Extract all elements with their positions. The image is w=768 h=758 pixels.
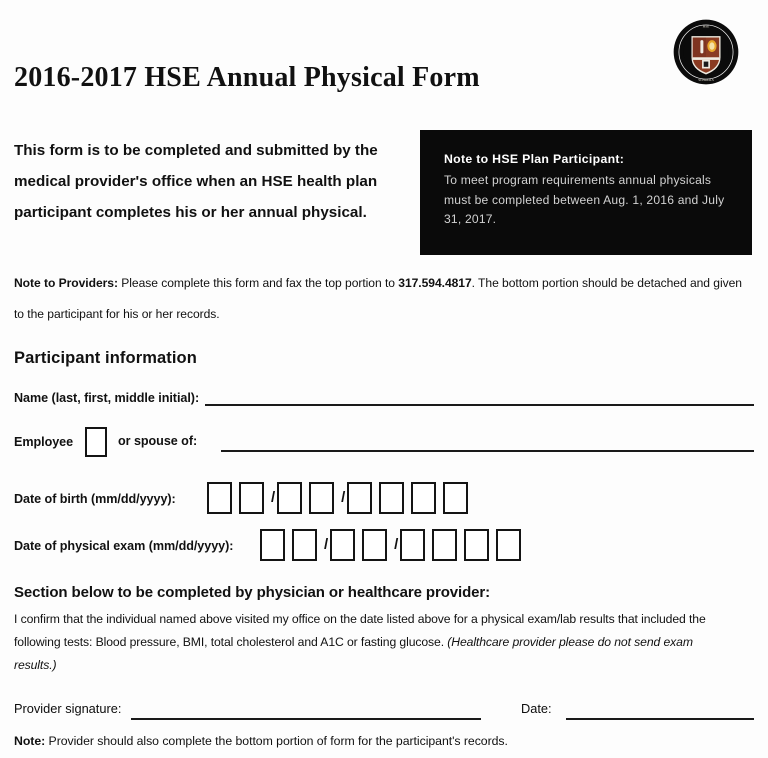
dob-char-box[interactable] — [277, 482, 302, 514]
dob-char-box[interactable] — [411, 482, 436, 514]
dob-char-box[interactable] — [443, 482, 468, 514]
physician-section-heading: Section below to be completed by physician or healthcare provider: — [14, 584, 491, 601]
bottom-note-text: Provider should also complete the bottom portion of form for the participant's records. — [45, 734, 508, 748]
dob-char-box[interactable] — [309, 482, 334, 514]
provider-signature-label: Provider signature: — [14, 701, 122, 716]
spouse-label: or spouse of: — [118, 434, 198, 448]
physician-confirmation-text — [14, 608, 736, 677]
physician-confirmation-plain: I confirm that the individual named above visited my office on the date listed above for a physical exam/lab results that included the following tests: Blood pressure, BMI, total cholesterol and A1C or fasting glucose. — [14, 612, 706, 649]
exam-date-field-row — [14, 537, 233, 555]
dob-separator: / — [341, 488, 346, 506]
exam-date-char-box[interactable] — [362, 529, 387, 561]
exam-date-separator: / — [394, 535, 399, 553]
exam-date-label: Date of physical exam (mm/dd/yyyy): — [14, 539, 234, 553]
name-field-label: Name (last, first, middle initial): — [14, 391, 200, 405]
dob-char-box[interactable] — [207, 482, 232, 514]
employee-field-row — [14, 433, 73, 451]
dob-field-row — [14, 490, 176, 508]
provider-signature-line[interactable] — [131, 718, 481, 720]
provider-signature-row — [14, 700, 121, 718]
exam-date-char-box[interactable] — [432, 529, 457, 561]
intro-paragraph: This form is to be completed and submitted by the medical provider's office when an HSE health plan participant completes his or her annual physical. — [14, 142, 378, 221]
participant-information-heading: Participant information — [14, 349, 197, 367]
employee-label: Employee — [14, 435, 74, 449]
dob-char-box[interactable] — [239, 482, 264, 514]
fax-number: 317.594.4817 — [398, 276, 472, 290]
dob-box-group — [207, 482, 475, 514]
exam-date-char-box[interactable] — [260, 529, 285, 561]
providers-note-text-before: Please complete this form and fax the top portion to — [117, 276, 399, 290]
providers-note-text-after: . The bottom portion should be detached and given to the participant for his or her records. — [14, 276, 742, 321]
hse-seal-logo — [673, 19, 739, 85]
exam-date-char-box[interactable] — [330, 529, 355, 561]
exam-date-char-box[interactable] — [400, 529, 425, 561]
dob-char-box[interactable] — [379, 482, 404, 514]
svg-text:HSE: HSE — [702, 24, 710, 29]
exam-date-separator: / — [324, 535, 329, 553]
providers-note — [14, 268, 754, 330]
signature-date-line[interactable] — [566, 718, 754, 720]
dob-char-box[interactable] — [347, 482, 372, 514]
participant-note-body: To meet program requirements annual physicals must be completed between Aug. 1, 2016 and July 31, 2017. — [444, 173, 725, 226]
name-field-row — [14, 389, 199, 407]
page-title: 2016-2017 HSE Annual Physical Form — [14, 62, 480, 93]
providers-note-label: Note to Providers: — [14, 276, 118, 290]
bottom-note — [14, 734, 754, 748]
signature-date-row — [521, 700, 552, 718]
name-input-line[interactable] — [205, 404, 754, 406]
dob-separator: / — [271, 488, 276, 506]
signature-date-label: Date: — [521, 701, 552, 716]
participant-note-title: Note to HSE Plan Participant: — [444, 152, 625, 166]
employee-checkbox[interactable] — [85, 427, 107, 457]
exam-date-box-group — [260, 529, 528, 561]
svg-text:SCHOOLS: SCHOOLS — [698, 78, 714, 83]
physician-confirmation-italic: (Healthcare provider please do not send exam results.) — [14, 635, 693, 672]
dob-label: Date of birth (mm/dd/yyyy): — [14, 492, 176, 506]
exam-date-char-box[interactable] — [292, 529, 317, 561]
exam-date-char-box[interactable] — [464, 529, 489, 561]
participant-note-box — [420, 130, 752, 255]
spouse-input-line[interactable] — [221, 450, 754, 452]
exam-date-char-box[interactable] — [496, 529, 521, 561]
bottom-note-label: Note: — [14, 734, 46, 748]
